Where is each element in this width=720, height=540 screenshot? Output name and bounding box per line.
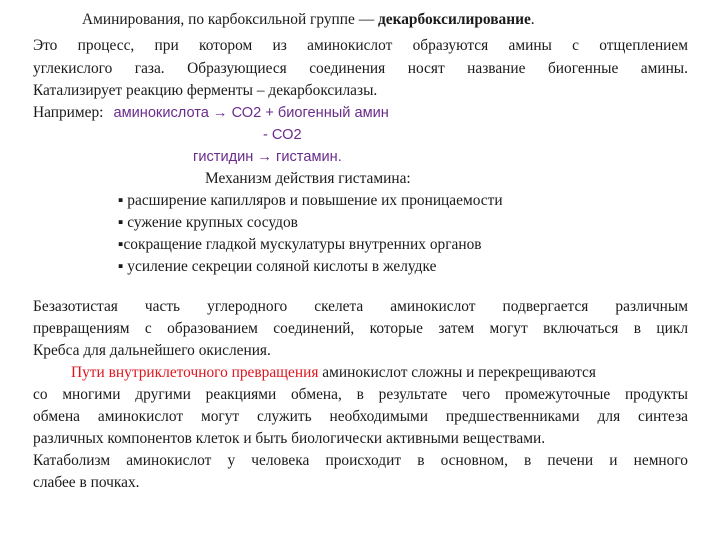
paragraph3-line-1-rest: аминокислот сложны и перекрещиваются bbox=[318, 364, 596, 381]
mechanism-item: ▪ усиление секреции соляной кислоты в желудке bbox=[118, 258, 437, 275]
highlighted-term: Пути внутриклеточного превращения bbox=[71, 364, 319, 381]
paragraph3-line-2: со многими другими реакциями обмена, в результате чего промежуточные продукты bbox=[33, 386, 688, 403]
example-reaction-general: аминокислота → СО2 + биогенный амин bbox=[113, 105, 389, 121]
paragraph2-line-1: Безазотистая часть углеродного скелета аминокислот подвергается различным bbox=[33, 298, 688, 315]
intro-heading bbox=[82, 9, 682, 31]
example-reaction-histidine: гистидин → гистамин. bbox=[193, 149, 342, 165]
paragraph3-line-4: различных компонентов клеток и быть биологически активными веществами. bbox=[33, 430, 546, 447]
mechanism-title: Механизм действия гистамина: bbox=[205, 170, 411, 187]
paragraph3-line-5: Катаболизм аминокислот у человека происходит в основном, в печени и немного bbox=[33, 452, 688, 469]
paragraph3-line-1 bbox=[71, 362, 688, 384]
intro-line-3: углекислого газа. Образующиеся соединения носят название биогенные амины. bbox=[33, 60, 688, 77]
heading-suffix: . bbox=[530, 11, 535, 28]
mechanism-item: ▪сокращение гладкой мускулатуры внутренних органов bbox=[118, 236, 482, 253]
mechanism-item: ▪ сужение крупных сосудов bbox=[118, 214, 298, 231]
paragraph3-line-6: слабее в почках. bbox=[33, 474, 140, 491]
example-line bbox=[33, 102, 688, 124]
mechanism-item: ▪ расширение капилляров и повышение их проницаемости bbox=[118, 192, 503, 209]
example-label: Например: bbox=[33, 104, 104, 121]
intro-line-4: Катализирует реакцию ферменты – декарбоксилазы. bbox=[33, 82, 378, 99]
heading-prefix: Аминирования, по карбоксильной группе — bbox=[82, 11, 378, 28]
paragraph2-line-2: превращениям с образованием соединений, которые затем могут включаться в цикл bbox=[33, 320, 688, 337]
paragraph2-line-3: Кребса для дальнейшего окисления. bbox=[33, 342, 271, 359]
intro-line-2: Это процесс, при котором из аминокислот образуются амины с отщеплением bbox=[33, 37, 688, 54]
heading-term: декарбоксилирование bbox=[377, 11, 531, 28]
paragraph3-line-3: обмена аминокислот могут служить необходимыми предшественниками для синтеза bbox=[33, 408, 688, 425]
example-co2-removal: - СО2 bbox=[263, 127, 302, 143]
